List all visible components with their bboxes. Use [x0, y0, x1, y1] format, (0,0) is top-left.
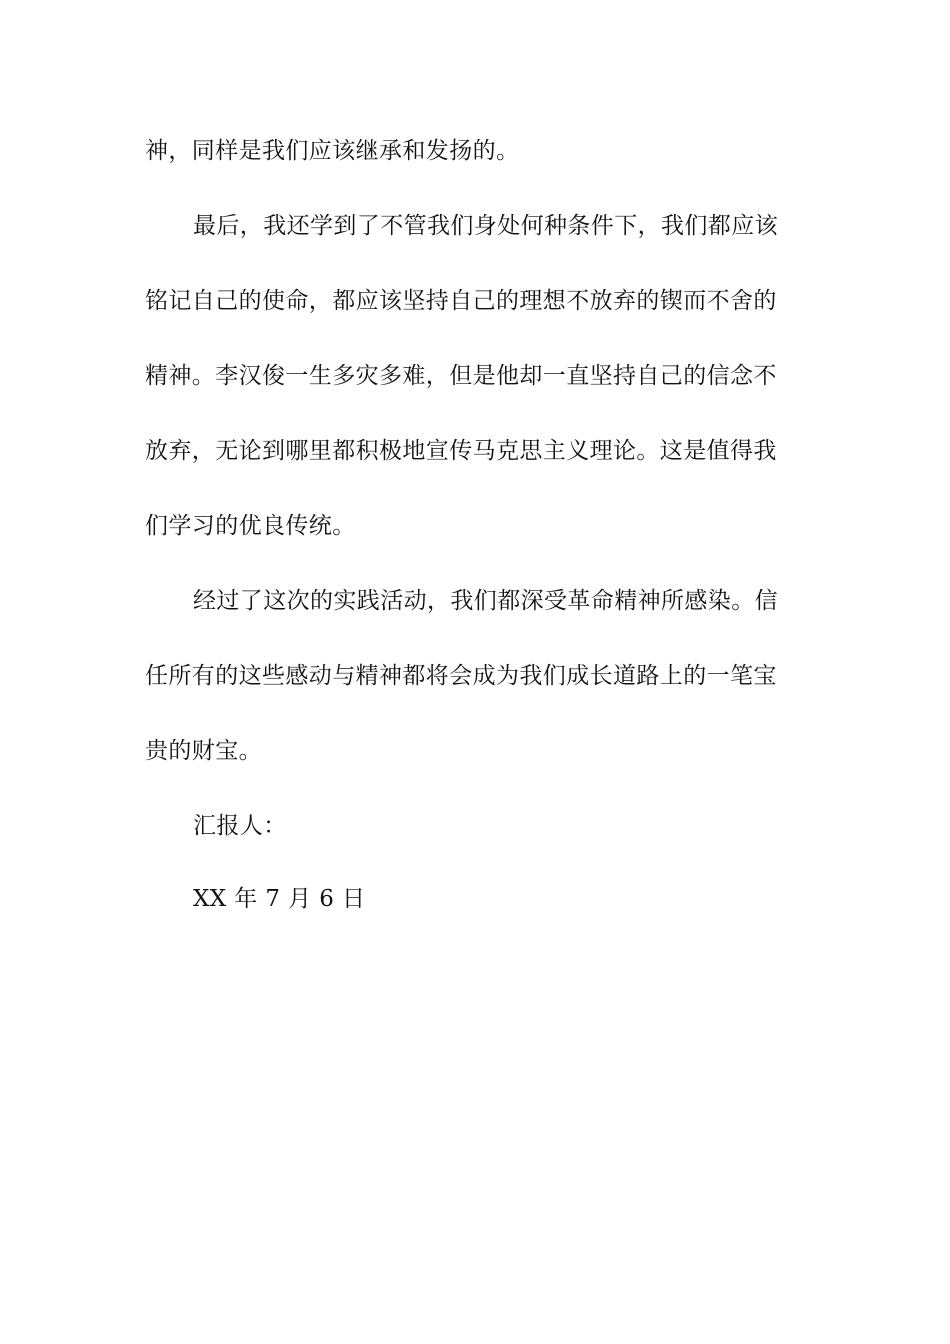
paragraph-line: 们学习的优良传统。: [145, 513, 356, 539]
paragraph-line: 贵的财宝。: [145, 738, 262, 764]
paragraph-line: 精神。李汉俊一生多灾多难，但是他却一直坚持自己的信念不: [145, 363, 777, 389]
paragraph-line: 铭记自己的使命，都应该坚持自己的理想不放弃的锲而不舍的: [145, 288, 777, 314]
report-date: XX 年 7 月 6 日: [193, 886, 366, 912]
paragraph-line: 经过了这次的实践活动，我们都深受革命精神所感染。信: [193, 588, 778, 614]
paragraph-line: 最后，我还学到了不管我们身处何种条件下，我们都应该: [193, 213, 778, 239]
reporter-label: 汇报人：: [193, 813, 287, 839]
paragraph-line: 神，同样是我们应该继承和发扬的。: [145, 138, 520, 164]
paragraph-line: 放弃，无论到哪里都积极地宣传马克思主义理论。这是值得我: [145, 438, 777, 464]
paragraph-line: 任所有的这些感动与精神都将会成为我们成长道路上的一笔宝: [145, 663, 777, 689]
